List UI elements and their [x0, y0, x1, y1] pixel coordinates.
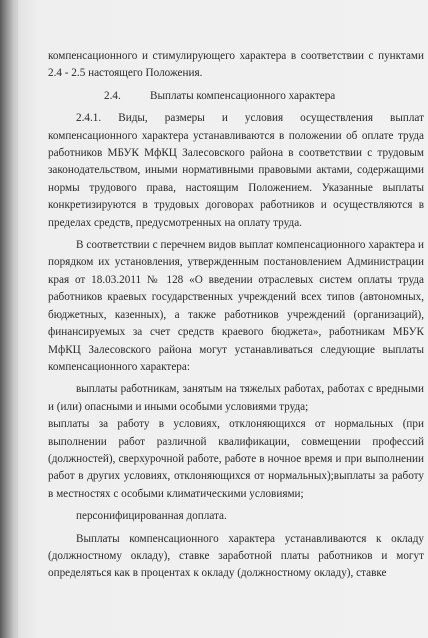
section-title: Выплаты компенсационного характера: [150, 89, 336, 102]
list-item-personal-bonus: персонифицированная доплата.: [76, 510, 227, 523]
section-number: 2.4.: [104, 89, 121, 102]
paragraph-list-intro: В соответствии с перечнем видов выплат компенсационного характера и порядком их установления, утвержденным постановлением Администрации края от 18.03.2011 № 128 «О введении отраслевых систем оплаты труда работников краевых государственных учреждений всех типов (автономных, бюджетных, казенных), а также работников учреждений (организаций), финансируемых за счет средств краевого бюджета», работникам МБУК МфКЦ Залесовского района могут устанавливаться следующие выплаты компенсационного характера:: [48, 239, 424, 373]
document-body: [48, 48, 424, 583]
list-item-harmful-conditions: выплаты работникам, занятым на тяжелых работах, работах с вредными и (или) опасными и иными особыми условиями труда;: [48, 383, 424, 413]
section-heading: [48, 88, 424, 105]
paragraph-2-4-1: 2.4.1. Виды, размеры и условия осуществления выплат компенсационного характера устанавливаются в положении об оплате труда работников МБУК МфКЦ Залесовского района в соответствии с трудовым законодательством, иными нормативными правовыми актами, содержащими нормы трудового права, настоящим Положением. Указанные выплаты конкретизируются в трудовых договорах работников и осуществляются в пределах средств, предусмотренных на оплату труда.: [48, 112, 424, 229]
paragraph-intro: компенсационного и стимулирующего характера в соответствии с пунктами 2.4 - 2.5 настоящего Положения.: [48, 50, 424, 80]
document-page: [18, 0, 428, 638]
list-item-abnormal-conditions: выплаты за работу в условиях, отклоняющихся от нормальных (при выполнении работ различной квалификации, совмещении профессий (должностей), сверхурочной работе, работе в ночное время и при выполнении работ в других условиях, отклоняющихся от нормальных);выплаты за работу в местностях с особыми климатическими условиями;: [48, 418, 424, 500]
paragraph-payment-basis: Выплаты компенсационного характера устанавливаются к окладу (должностному окладу), ставке заработной платы работников и могут определяться как в процентах к окладу (должностному окладу), ставке: [48, 532, 424, 580]
